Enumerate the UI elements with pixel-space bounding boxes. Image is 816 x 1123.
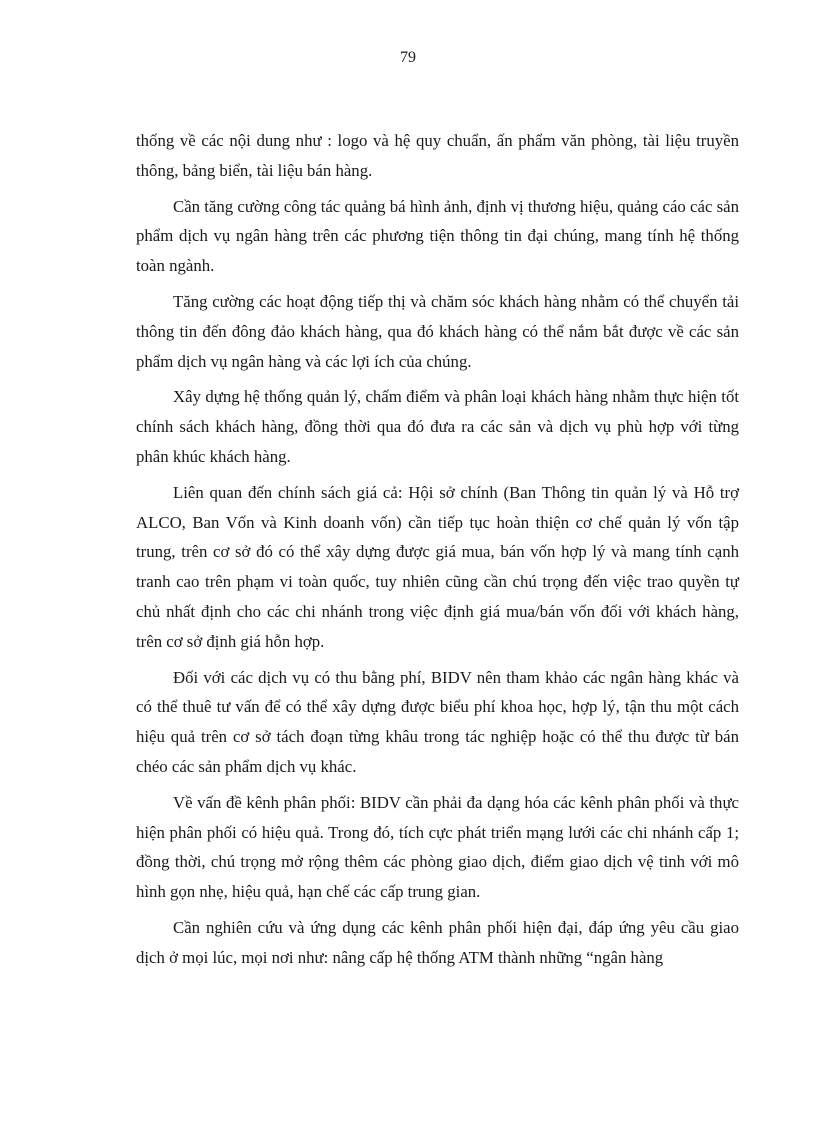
paragraph-marketing-customer-care: Tăng cường các hoạt động tiếp thị và chăm sóc khách hàng nhằm có thể chuyển tải thông tin đến đông đảo khách hàng, qua đó khách hàng có thể nắm bắt được về các sản phẩm dịch vụ ngân hàng và các lợi ích của chúng. [136,291,739,371]
paragraph-continued: thống về các nội dung như : logo và hệ quy chuẩn, ấn phẩm văn phòng, tài liệu truyền thông, bảng biển, tài liệu bán hàng. [136,131,739,180]
paragraph-customer-management: Xây dựng hệ thống quản lý, chấm điểm và phân loại khách hàng nhằm thực hiện tốt chính sách khách hàng, đồng thời qua đó đưa ra các sản và dịch vụ phù hợp với từng phân khúc khách hàng. [136,387,739,466]
paragraph-fee-services: Đối với các dịch vụ có thu bằng phí, BIDV nên tham khảo các ngân hàng khác và có thể thuê tư vấn để có thể xây dựng được biểu phí khoa học, hợp lý, tận thu một cách hiệu quả trên cơ sở tách đoạn từng khâu trong tác nghiệp hoặc có thể thu được từ bán chéo các sản phẩm dịch vụ khác. [136,667,739,776]
paragraph-brand-promotion: Cần tăng cường công tác quảng bá hình ảnh, định vị thương hiệu, quảng cáo các sản phẩm dịch vụ ngân hàng trên các phương tiện thông tin đại chúng, mang tính hệ thống toàn ngành. [136,196,739,276]
paragraph-distribution-channels: Về vấn đề kênh phân phối: BIDV cần phải đa dạng hóa các kênh phân phối và thực hiện phân phối có hiệu quả. Trong đó, tích cực phát triển mạng lưới các chi nhánh cấp 1; đồng thời, chú trọng mở rộng thêm các phòng giao dịch, điểm giao dịch vệ tinh với mô hình gọn nhẹ, hiệu quả, hạn chế các cấp trung gian. [136,792,739,902]
page-number: 79 [400,49,416,66]
paragraph-modern-channels: Cần nghiên cứu và ứng dụng các kênh phân phối hiện đại, đáp ứng yêu cầu giao dịch ở mọi lúc, mọi nơi như: nâng cấp hệ thống ATM thành những “ngân hàng [136,917,739,967]
paragraph-pricing-policy: Liên quan đến chính sách giá cả: Hội sở chính (Ban Thông tin quản lý và Hỗ trợ ALCO, Ban Vốn và Kinh doanh vốn) cần tiếp tục hoàn thiện cơ chế quản lý vốn tập trung, trên cơ sở đó có thể xây dựng được giá mua, bán vốn hợp lý và mang tính cạnh tranh cao trên phạm vi toàn quốc, tuy nhiên cũng cần chú trọng đến việc trao quyền tự chủ nhất định cho các chi nhánh trong việc định giá mua/bán vốn đối với khách hàng, trên cơ sở định giá hỗn hợp. [136,482,739,651]
document-body [136,126,739,979]
